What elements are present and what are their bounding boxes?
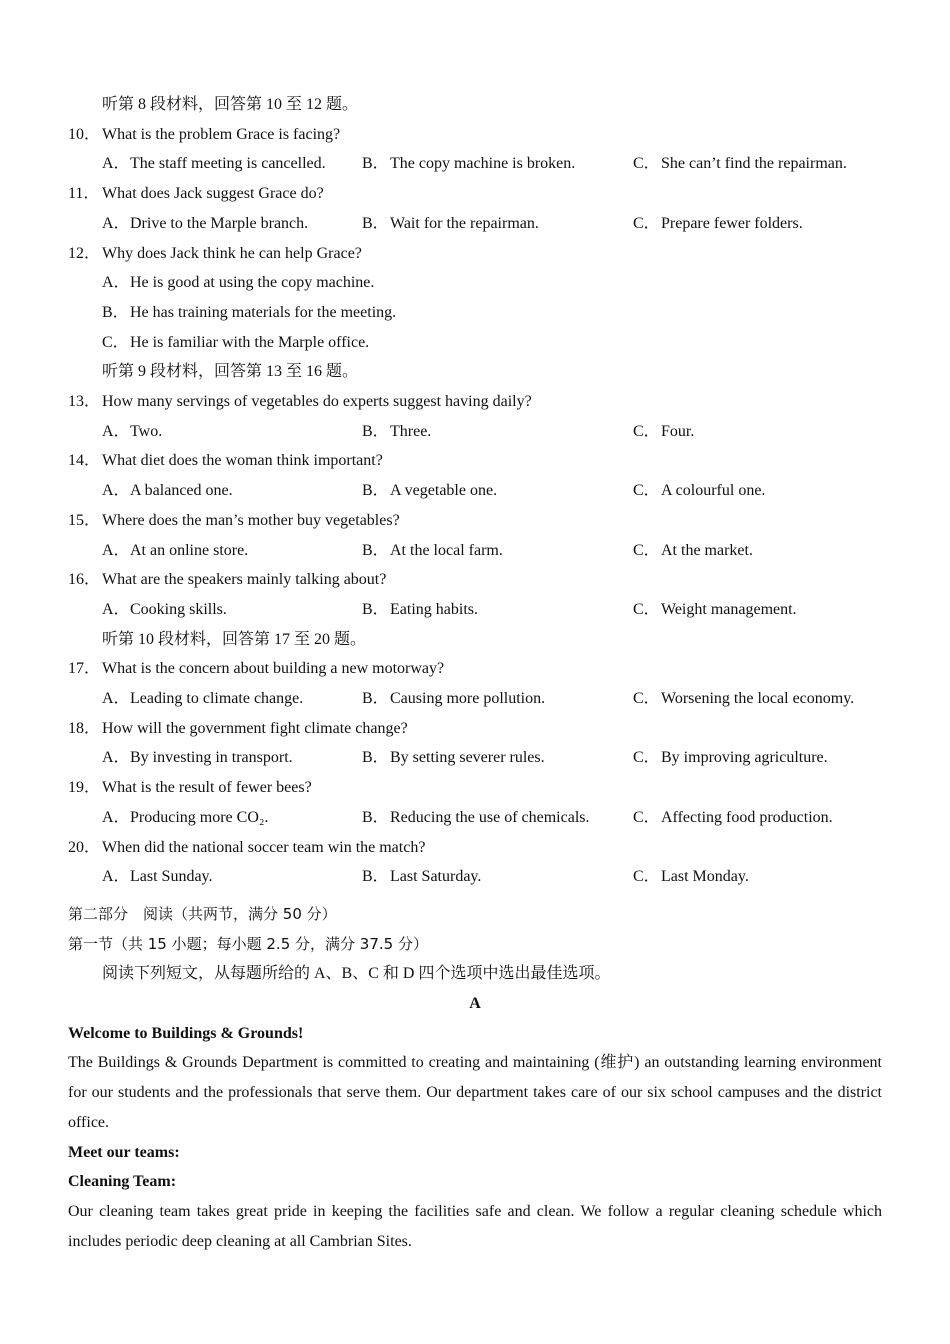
option-text: By investing in transport.	[130, 749, 293, 767]
question-text: How many servings of vegetables do experts suggest having daily?	[102, 393, 532, 410]
question-number: 11．	[68, 185, 100, 203]
option-c[interactable]	[633, 684, 854, 714]
question-number: 17．	[68, 660, 101, 678]
section-instruction: 听第 10 段材料，回答第 17 至 20 题。	[102, 630, 367, 648]
option-c[interactable]	[633, 417, 694, 447]
option-label: C．	[633, 482, 660, 500]
option-label: B．	[362, 868, 389, 886]
option-label: C．	[102, 333, 129, 351]
option-c[interactable]	[633, 536, 753, 566]
option-text: Worsening the local economy.	[661, 690, 855, 707]
option-b[interactable]	[362, 803, 590, 833]
question-number: 20．	[68, 838, 101, 856]
passage-heading: Welcome to Buildings & Grounds!	[68, 1024, 304, 1042]
question-number: 14．	[68, 452, 101, 470]
option-c[interactable]	[633, 862, 749, 892]
question-number: 15．	[68, 511, 101, 529]
option-label: A．	[102, 155, 130, 173]
question	[68, 833, 882, 863]
option-a[interactable]	[102, 536, 248, 566]
option-c[interactable]	[633, 476, 765, 506]
cleaning-team-heading: Cleaning Team:	[68, 1173, 177, 1191]
options-row	[68, 684, 882, 714]
option-a[interactable]	[102, 417, 162, 447]
question	[68, 179, 882, 209]
option-b[interactable]	[362, 595, 478, 625]
option-text: Cooking skills.	[130, 600, 227, 618]
option-b[interactable]	[362, 743, 545, 773]
option-a[interactable]	[102, 268, 374, 298]
question-text: What is the concern about building a new motorway?	[102, 660, 445, 678]
option-a[interactable]	[102, 743, 293, 773]
question	[68, 120, 882, 150]
option-label: C．	[633, 422, 660, 440]
option-b[interactable]	[102, 298, 396, 328]
options-row	[68, 417, 882, 447]
option-text: A balanced one.	[130, 482, 233, 500]
question-text: When did the national soccer team win the match?	[102, 838, 426, 856]
option-text: Eating habits.	[390, 600, 478, 618]
option-text: He is familiar with the Marple office.	[130, 333, 370, 351]
option-text: Prepare fewer folders.	[661, 214, 803, 232]
option-label: A．	[102, 808, 130, 826]
option-label: A．	[102, 274, 130, 292]
option-text: A colourful one.	[661, 482, 766, 500]
option-c[interactable]	[102, 328, 369, 358]
option-label: C．	[633, 690, 660, 707]
option-b[interactable]	[362, 476, 497, 506]
option-a[interactable]	[102, 476, 233, 506]
question-text: What is the result of fewer bees?	[102, 779, 312, 797]
option-a[interactable]	[102, 149, 326, 179]
question	[68, 565, 882, 595]
option-text: Three.	[390, 422, 432, 440]
question-text: What diet does the woman think important?	[102, 452, 383, 470]
option-b[interactable]	[362, 209, 539, 239]
part-title: 第二部分 阅读（共两节，满分 50 分）	[68, 904, 337, 923]
options-row	[68, 743, 882, 773]
option-label: B．	[362, 600, 389, 618]
option-label: A．	[102, 422, 130, 440]
option-b[interactable]	[362, 684, 545, 714]
option-text: By setting severer rules.	[390, 749, 545, 767]
option-b[interactable]	[362, 417, 431, 447]
option-label: C．	[633, 600, 660, 618]
section-instruction: 听第 8 段材料，回答第 10 至 12 题。	[102, 96, 359, 113]
question	[68, 714, 882, 744]
intro-paragraph: The Buildings & Grounds Department is committed to creating and maintaining (维护) an outstanding learning environment for our students and the professionals that serve them. Our department takes care of our six school campuses and the district office.	[68, 1054, 882, 1131]
option-text: Drive to the Marple branch.	[130, 214, 309, 232]
option-text: Causing more pollution.	[390, 690, 546, 707]
options-row	[68, 803, 882, 833]
options-row	[68, 536, 882, 566]
option-label: A．	[102, 600, 130, 618]
option-text: At the market.	[661, 541, 753, 559]
options-row	[68, 862, 882, 892]
option-label: B．	[362, 541, 389, 559]
option-text: A vegetable one.	[390, 482, 498, 500]
question-text: Why does Jack think he can help Grace?	[102, 244, 362, 262]
question	[68, 239, 882, 269]
question	[68, 773, 882, 803]
option-label: C．	[633, 808, 660, 826]
passage-letter: A	[469, 995, 481, 1012]
option-text: The copy machine is broken.	[390, 155, 576, 173]
question-text: What are the speakers mainly talking about?	[102, 571, 387, 589]
option-label: A．	[102, 482, 130, 500]
option-c[interactable]	[633, 209, 803, 239]
options-row	[68, 595, 882, 625]
option-text: She can’t find the repairman.	[661, 155, 847, 173]
question-text: What does Jack suggest Grace do?	[102, 185, 324, 203]
option-text: Producing more CO₂.	[130, 808, 269, 826]
option-text: Last Sunday.	[130, 868, 213, 886]
option-text: Reducing the use of chemicals.	[390, 808, 590, 826]
option-text: Affecting food production.	[661, 808, 833, 826]
option-label: C．	[633, 749, 660, 767]
question	[68, 506, 882, 536]
option-text: The staff meeting is cancelled.	[130, 155, 326, 173]
option-text: Last Monday.	[661, 868, 749, 886]
option-c[interactable]	[633, 743, 828, 773]
question-number: 16．	[68, 571, 101, 589]
option-label: B．	[362, 749, 389, 767]
option-c[interactable]	[633, 803, 833, 833]
option-label: A．	[102, 214, 130, 232]
options-row	[68, 476, 882, 506]
section-instruction: 听第 9 段材料，回答第 13 至 16 题。	[102, 363, 359, 381]
question-text: Where does the man’s mother buy vegetables?	[102, 511, 400, 529]
option-label: B．	[362, 808, 389, 826]
option-a[interactable]	[102, 209, 308, 239]
option-b[interactable]	[362, 536, 503, 566]
option-label: A．	[102, 749, 130, 767]
option-label: B．	[362, 214, 389, 232]
option-text: Four.	[661, 422, 695, 440]
option-a[interactable]	[102, 803, 268, 833]
cleaning-paragraph: Our cleaning team takes great pride in keeping the facilities safe and clean. We follow a regular cleaning schedule which includes periodic deep cleaning at all Cambrian Sites.	[68, 1202, 882, 1250]
option-label: B．	[362, 155, 389, 173]
question-number: 10．	[68, 125, 101, 143]
option-label: C．	[633, 868, 660, 886]
option-label: C．	[633, 155, 660, 173]
option-a[interactable]	[102, 862, 213, 892]
question	[68, 446, 882, 476]
option-label: B．	[362, 482, 389, 500]
option-label: B．	[102, 303, 129, 321]
reading-instruction: 阅读下列短文，从每题所给的 A、B、C 和 D 四个选项中选出最佳选项。	[102, 965, 611, 983]
option-text: Two.	[130, 422, 163, 440]
teams-heading: Meet our teams:	[68, 1143, 180, 1161]
option-label: B．	[362, 690, 389, 707]
question	[68, 654, 882, 684]
option-c[interactable]	[633, 149, 847, 179]
options-row	[68, 149, 882, 179]
question-number: 12．	[68, 244, 101, 262]
option-text: By improving agriculture.	[661, 749, 828, 767]
question-number: 13．	[68, 393, 101, 410]
option-line	[68, 268, 882, 298]
question-number: 18．	[68, 719, 101, 737]
option-label: A．	[102, 868, 130, 886]
question-text: How will the government fight climate change?	[102, 719, 408, 737]
option-text: He has training materials for the meeting.	[130, 303, 397, 321]
option-label: A．	[102, 690, 130, 707]
option-c[interactable]	[633, 595, 797, 625]
question-text: What is the problem Grace is facing?	[102, 125, 341, 143]
question	[68, 387, 882, 417]
options-row	[68, 209, 882, 239]
option-line	[68, 328, 882, 358]
question-number: 19．	[68, 779, 101, 797]
section-title: 第一节（共 15 小题；每小题 2.5 分，满分 37.5 分）	[68, 934, 428, 953]
option-text: He is good at using the copy machine.	[130, 274, 375, 292]
option-b[interactable]	[362, 149, 575, 179]
option-text: Leading to climate change.	[130, 690, 304, 707]
option-a[interactable]	[102, 595, 227, 625]
option-label: C．	[633, 541, 660, 559]
option-label: B．	[362, 422, 389, 440]
option-b[interactable]	[362, 862, 481, 892]
option-a[interactable]	[102, 684, 303, 714]
option-text: At an online store.	[130, 541, 249, 559]
option-text: Weight management.	[661, 600, 797, 618]
option-text: At the local farm.	[390, 541, 503, 559]
option-text: Last Saturday.	[390, 868, 482, 886]
option-label: A．	[102, 541, 130, 559]
option-label: C．	[633, 214, 660, 232]
option-text: Wait for the repairman.	[390, 214, 539, 232]
option-line	[68, 298, 882, 328]
